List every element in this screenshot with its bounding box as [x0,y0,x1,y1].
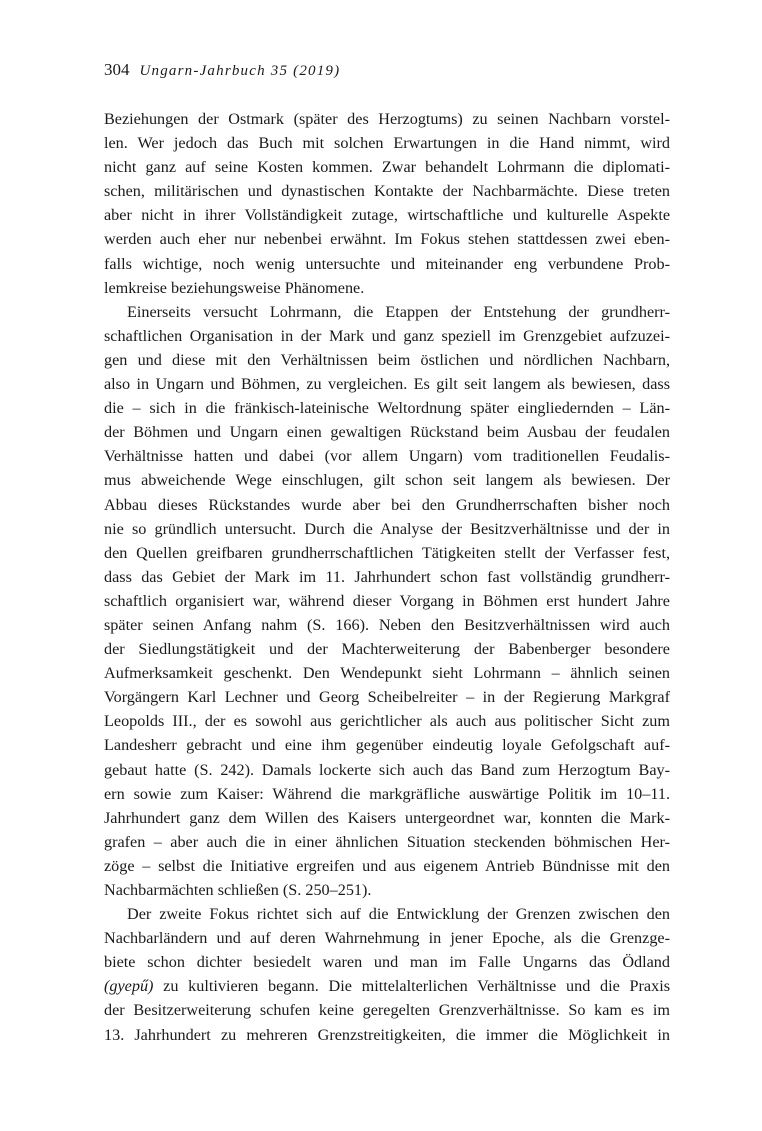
text-line: schen, militärischen und dynastischen Kontakte der Nachbarmächte. Diese treten [104,182,670,201]
text-line: Einerseits versucht Lohrmann, die Etappen der Entstehung der grundherr- [127,302,670,321]
italic-term: (gyepű) [104,977,154,996]
text-line: Jahrhundert ganz dem Willen des Kaisers untergeordnet war, konnten die Mark- [104,808,670,827]
text-line: die – sich in die fränkisch-lateinische Weltordnung später eingliedernden – Län- [104,399,670,418]
paragraph-3 [104,902,670,1047]
text-line: len. Wer jedoch das Buch mit solchen Erwartungen in die Hand nimmt, wird [104,134,670,153]
text-line: Verhältnisse hatten und dabei (vor allem Ungarn) vom traditionellen Feudalis- [104,447,670,466]
text-line: zöge – selbst die Initiative ergreifen und aus eigenem Antrieb Bündnisse mit den [104,856,670,875]
text-line: Aufmerksamkeit geschenkt. Den Wendepunkt sieht Lohrmann – ähnlich seinen [104,664,670,683]
page-number: 304 [104,60,130,79]
text-line: schaftlichen Organisation in der Mark und ganz speziell im Grenzgebiet aufzuzei- [104,326,670,345]
text-line: später seinen Anfang nahm (S. 166). Neben den Besitzverhältnissen wird auch [104,615,670,634]
text-line: der Besitzerweiterung schufen keine geregelten Grenzverhältnisse. So kam es im [104,1001,670,1020]
body-text [104,107,670,1047]
text-line: dass das Gebiet der Mark im 11. Jahrhundert schon fast vollständig grundherr- [104,567,670,586]
text-line: falls wichtige, noch wenig untersuchte und miteinander eng verbundene Prob- [104,254,670,273]
text-line: der Böhmen und Ungarn einen gewaltigen Rückstand beim Ausbau der feudalen [104,423,670,442]
text-line: biete schon dichter besiedelt waren und man im Falle Ungarns das Ödland [104,953,670,972]
running-head [104,60,340,84]
text-line: den Quellen greifbaren grundherrschaftlichen Tätigkeiten stellt der Verfasser fest, [104,543,670,562]
text-line: lemkreise beziehungsweise Phänomene. [104,278,365,297]
text-line: werden auch eher nur nebenbei erwähnt. Im Fokus stehen stattdessen zwei eben- [104,230,670,249]
text-line: Nachbarländern und auf deren Wahrnehmung in jener Epoche, als die Grenzge- [104,929,670,948]
text-line-rest: zu kultivieren begann. Die mittelalterlichen Verhältnisse und die Praxis [163,977,670,996]
text-line: nicht ganz auf seine Kosten kommen. Zwar behandelt Lohrmann die diplomati- [104,158,670,177]
journal-title: Ungarn-Jahrbuch 35 (2019) [139,63,341,79]
text-line: Abbau dieses Rückstandes wurde aber bei den Grundherrschaften bisher noch [104,495,670,514]
paragraph-2 [104,300,670,902]
text-line: gebaut hatte (S. 242). Damals lockerte sich auch das Band zum Herzogtum Bay- [104,760,670,779]
text-line: Nachbarmächten schließen (S. 250–251). [104,881,372,899]
text-line: schaftlich organisiert war, während dieser Vorgang in Böhmen erst hundert Jahre [104,591,670,610]
text-line: nie so gründlich untersucht. Durch die Analyse der Besitzverhältnisse und der in [104,519,670,538]
text-line: Leopolds III., der es sowohl aus gerichtlicher als auch aus politischer Sicht zum [104,712,670,731]
text-line: gen und diese mit den Verhältnissen beim östlichen und nördlichen Nachbarn, [104,350,670,369]
text-line: der Siedlungstätigkeit und der Machterweiterung der Babenberger besondere [104,640,670,659]
text-line: Landesherr gebracht und eine ihm gegenüber eindeutig loyale Gefolgschaft auf- [104,736,670,755]
text-line: Beziehungen der Ostmark (später des Herzogtums) zu seinen Nachbarn vorstel- [104,110,670,128]
text-line: grafen – aber auch die in einer ähnlichen Situation steckenden böhmischen Her- [104,832,670,851]
text-line: Vorgängern Karl Lechner und Georg Scheibelreiter – in der Regierung Markgraf [104,688,670,707]
text-line: ern sowie zum Kaiser: Während die markgräfliche auswärtige Politik im 10–11. [104,784,670,803]
text-line: aber nicht in ihrer Vollständigkeit zutage, wirtschaftliche und kulturelle Aspekte [104,206,670,225]
text-line: Der zweite Fokus richtet sich auf die Entwicklung der Grenzen zwischen den [127,905,670,924]
text-line-with-term [104,974,670,998]
text-line: also in Ungarn und Böhmen, zu vergleichen. Es gilt seit langem als bewiesen, dass [104,375,670,394]
text-line: 13. Jahrhundert zu mehreren Grenzstreitigkeiten, die immer die Möglichkeit in [104,1025,670,1044]
text-line: mus abweichende Wege einschlugen, gilt schon seit langem als bewiesen. Der [104,471,670,490]
paragraph-1 [104,107,670,300]
